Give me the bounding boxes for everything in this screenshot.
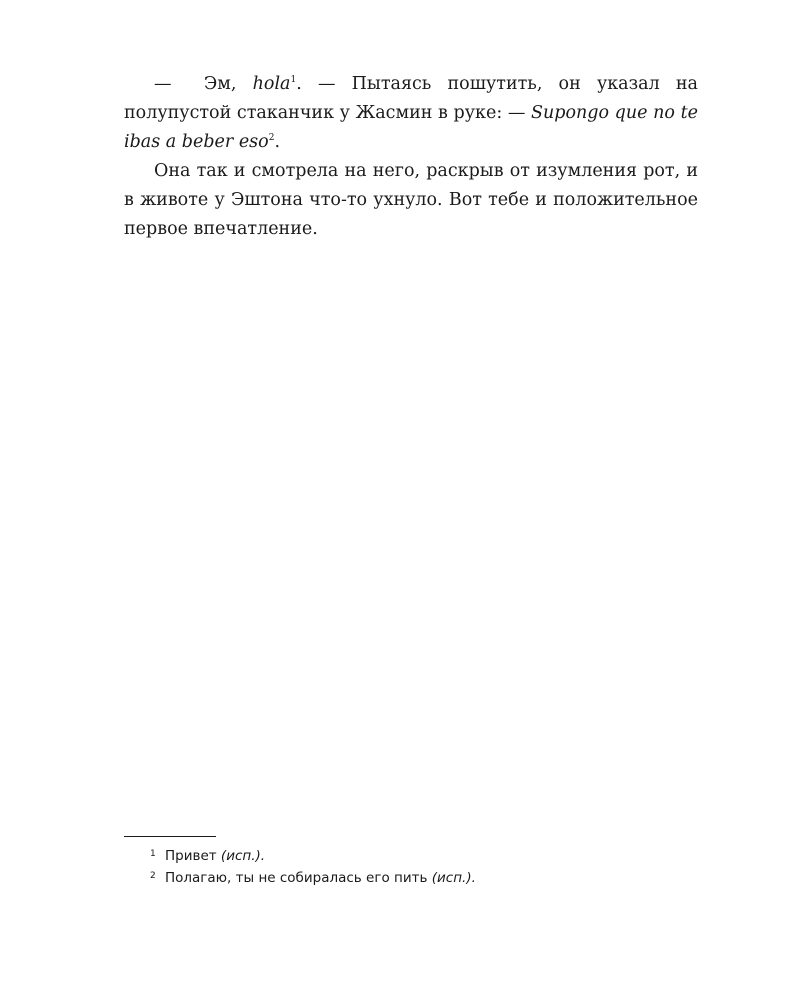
- footnote-separator: [124, 836, 216, 837]
- main-text: [124, 70, 698, 244]
- footnote-text: Полагаю, ты не собиралась его пить: [165, 870, 428, 886]
- footnote-language-note: (исп.).: [431, 870, 476, 886]
- paragraph-2: Она так и смотрела на него, раскрыв от изумления рот, и в животе у Эштона что-то ухнуло. Вот тебе и положительное первое впечатление.: [124, 161, 698, 239]
- paragraph-1: [124, 70, 698, 157]
- footnote-ref-1: 1: [290, 75, 297, 85]
- footnote-1: $^1$ Привет (исп.).: [150, 848, 266, 864]
- footnote-language-note: (исп.).: [220, 848, 266, 864]
- footnotes: [150, 845, 710, 889]
- dialogue-greeting: Эм,: [203, 74, 237, 94]
- dialogue-dash: —: [154, 74, 172, 94]
- footnote-text: Привет: [165, 848, 217, 864]
- paragraph-1-text: . — Пытаясь пошутить, он указал на полупустой стаканчик у Жасмин в руке: —: [124, 74, 698, 123]
- footnote-2: $^2$ Полагаю, ты не собиралась его пить (исп.).: [150, 870, 476, 886]
- paragraph-1-end: .: [274, 132, 281, 152]
- spanish-phrase: Supongo que no te ibas a beber eso: [124, 103, 698, 152]
- spanish-word-hola: hola: [252, 74, 291, 94]
- footnote-ref-2: 2: [268, 133, 275, 143]
